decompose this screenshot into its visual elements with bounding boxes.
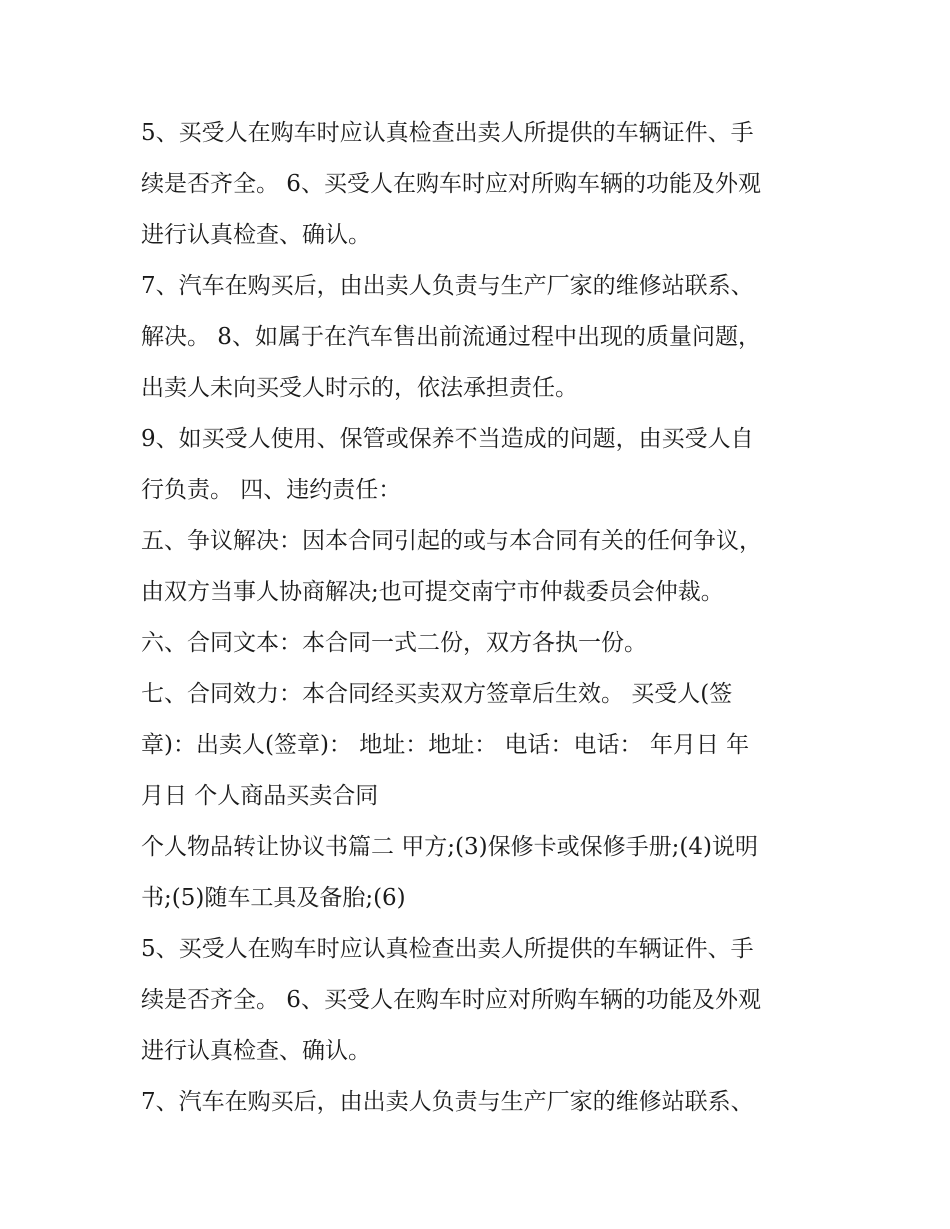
- text-line: 7、汽车在购买后，由出卖人负责与生产厂家的维修站联系、: [141, 273, 754, 299]
- text-line: 解决。 8、如属于在汽车售出前流通过程中出现的质量问题，: [141, 324, 761, 350]
- paragraph-clause-5-6-repeat: [141, 924, 809, 1077]
- paragraph-contract-text: [141, 618, 809, 669]
- text-line: 书;(5)随车工具及备胎;(6): [141, 885, 406, 911]
- text-line: 进行认真检查、确认。: [141, 222, 371, 248]
- text-line: 5、买受人在购车时应认真检查出卖人所提供的车辆证件、手: [141, 936, 754, 962]
- document-body: [141, 108, 809, 1128]
- text-line: 7、汽车在购买后，由出卖人负责与生产厂家的维修站联系、: [141, 1089, 754, 1115]
- text-line: 五、争议解决：因本合同引起的或与本合同有关的任何争议，: [141, 528, 762, 554]
- text-line: 由双方当事人协商解决;也可提交南宁市仲裁委员会仲裁。: [141, 579, 724, 605]
- text-line: 5、买受人在购车时应认真检查出卖人所提供的车辆证件、手: [141, 120, 754, 146]
- text-line: 续是否齐全。 6、买受人在购车时应对所购车辆的功能及外观: [141, 171, 761, 197]
- paragraph-contract-effect: [141, 669, 809, 822]
- text-line: 六、合同文本：本合同一式二份，双方各执一份。: [141, 630, 647, 656]
- text-line: 行负责。 四、违约责任：: [141, 477, 402, 503]
- paragraph-dispute-resolution: [141, 516, 809, 618]
- text-line: 章)：出卖人(签章)： 地址：地址： 电话：电话： 年月日 年: [141, 732, 750, 758]
- text-line: 进行认真检查、确认。: [141, 1038, 371, 1064]
- text-line: 续是否齐全。 6、买受人在购车时应对所购车辆的功能及外观: [141, 987, 761, 1013]
- paragraph-clause-7-repeat: [141, 1077, 809, 1128]
- text-line: 出卖人未向买受人时示的，依法承担责任。: [141, 375, 578, 401]
- paragraph-clause-9: [141, 414, 809, 516]
- text-line: 月日 个人商品买卖合同: [141, 783, 379, 809]
- paragraph-clause-5-6: [141, 108, 809, 261]
- text-line: 9、如买受人使用、保管或保养不当造成的问题，由买受人自: [141, 426, 754, 452]
- text-line: 七、合同效力：本合同经买卖双方签章后生效。 买受人(签: [141, 681, 733, 707]
- paragraph-transfer-agreement: [141, 822, 809, 924]
- text-line: 个人物品转让协议书篇二 甲方;(3)保修卡或保修手册;(4)说明: [141, 834, 758, 860]
- paragraph-clause-7-8: [141, 261, 809, 414]
